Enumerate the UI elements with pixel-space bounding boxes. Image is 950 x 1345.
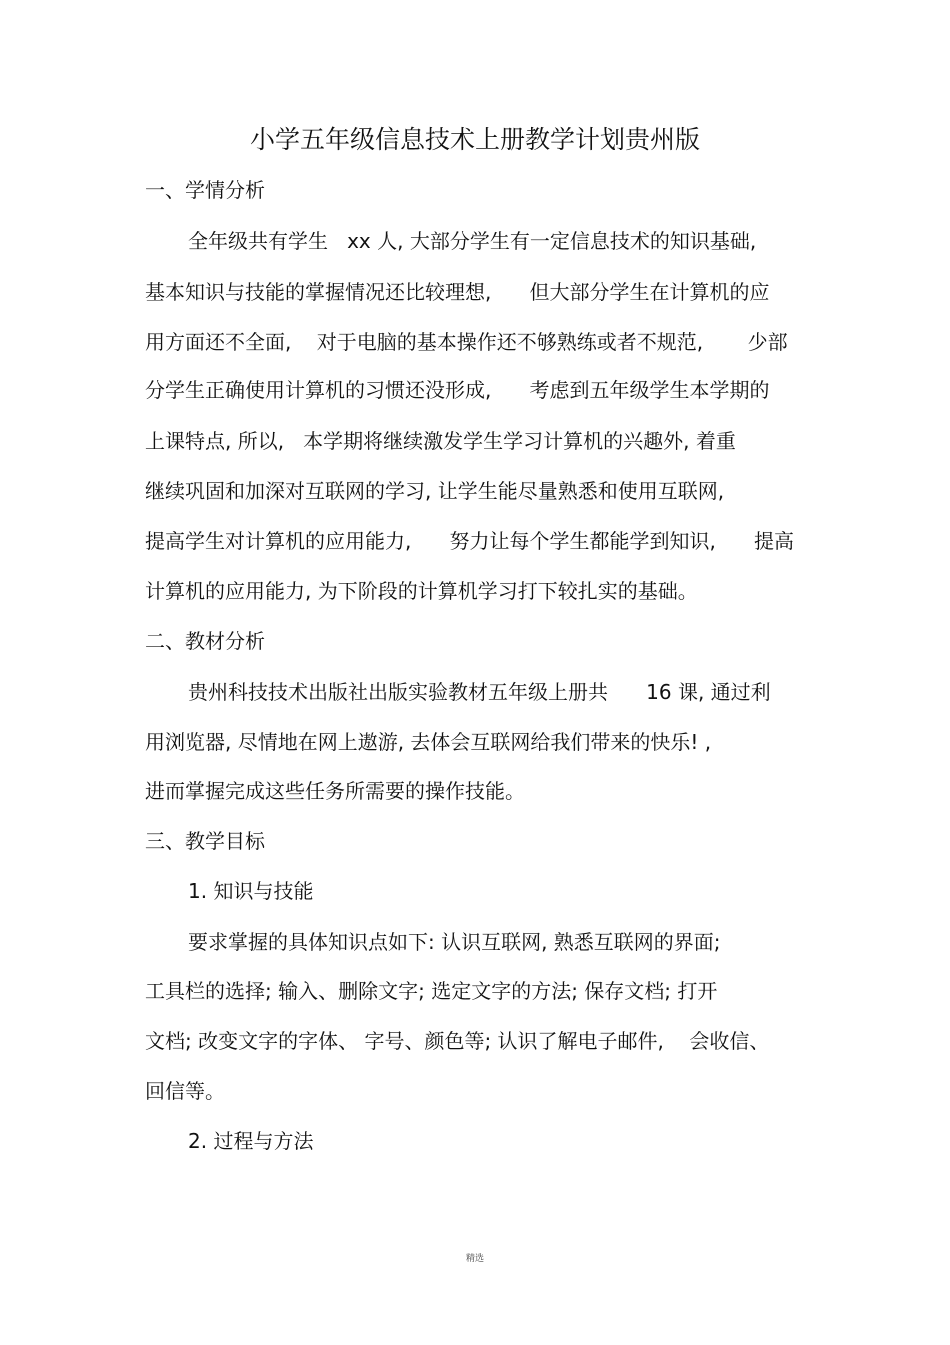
section-heading-learner-analysis: 一、学情分析 [145, 178, 265, 202]
paragraph-line: 进而掌握完成这些任务所需要的操作技能。 [145, 779, 525, 803]
paragraph-line: 基本知识与技能的掌握情况还比较理想, 但大部分学生在计算机的应 [145, 280, 770, 304]
paragraph-line: 贵州科技技术出版社出版实验教材五年级上册共 16 课, 通过利 [188, 680, 771, 704]
section-heading-textbook-analysis: 二、教材分析 [145, 629, 265, 653]
paragraph-line: 用方面还不全面, 对于电脑的基本操作还不够熟练或者不规范, 少部 [145, 330, 788, 354]
subheading-process-methods: 2. 过程与方法 [188, 1129, 314, 1153]
section-heading-teaching-goals: 三、教学目标 [145, 829, 265, 853]
paragraph-line: 全年级共有学生 xx 人, 大部分学生有一定信息技术的知识基础, [188, 229, 757, 253]
paragraph-line: 分学生正确使用计算机的习惯还没形成, 考虑到五年级学生本学期的 [145, 378, 770, 402]
paragraph-line: 回信等。 [145, 1079, 225, 1103]
paragraph-line: 继续巩固和加深对互联网的学习, 让学生能尽量熟悉和使用互联网, [145, 479, 725, 503]
page-footer: 精选 [465, 1254, 484, 1264]
paragraph-line: 上课特点, 所以, 本学期将继续激发学生学习计算机的兴趣外, 着重 [145, 429, 736, 453]
paragraph-line: 文档; 改变文字的字体、 字号、颜色等; 认识了解电子邮件, 会收信、 [145, 1029, 770, 1053]
paragraph-line: 用浏览器, 尽情地在网上遨游, 去体会互联网给我们带来的快乐! , [145, 730, 712, 754]
paragraph-line: 要求掌握的具体知识点如下: 认识互联网, 熟悉互联网的界面; [188, 930, 721, 954]
subheading-knowledge-skills: 1. 知识与技能 [188, 879, 314, 903]
paragraph-line: 提高学生对计算机的应用能力, 努力让每个学生都能学到知识, 提高 [145, 529, 795, 553]
paragraph-line: 计算机的应用能力, 为下阶段的计算机学习打下较扎实的基础。 [145, 579, 698, 603]
paragraph-line: 工具栏的选择; 输入、删除文字; 选定文字的方法; 保存文档; 打开 [145, 979, 718, 1003]
document-title: 小学五年级信息技术上册教学计划贵州版 [249, 125, 700, 154]
